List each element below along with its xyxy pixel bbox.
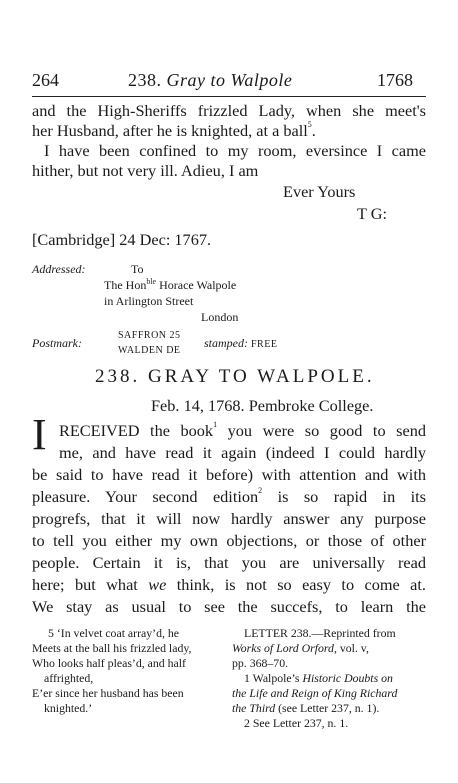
closing: Ever Yours — [283, 182, 356, 201]
footnote-1-cont: the Life and Reign of King Richard — [232, 686, 398, 700]
running-year: 1768 — [377, 70, 413, 90]
footnote-5-line-1: 5 ‘In velvet coat array’d, he — [48, 626, 180, 640]
letter-heading: 238. GRAY TO WALPOLE. — [95, 366, 375, 387]
postmark-top: SAFFRON 25 — [118, 330, 181, 341]
letter-line-3: be said to have read it before) with attention and with — [32, 465, 426, 484]
letter-line-8: here; but what we think, is not so easy to come at. — [32, 575, 426, 594]
dateline: [Cambridge] 24 Dec: 1767. — [32, 230, 212, 249]
letter-line-5: progrefs, that it will now hardly answer any purpose — [32, 509, 426, 528]
footnote-letter-238-pages: pp. 368–70. — [232, 656, 289, 670]
footnote-2: 2 See Letter 237, n. 1. — [244, 716, 349, 730]
footnote-5-line-6: knighted.’ — [44, 701, 93, 715]
footnote-5-line-2: Meets at the ball his frizzled lady, — [32, 641, 192, 655]
signature: T G: — [357, 204, 388, 223]
footnote-ref-2: 2 — [258, 486, 263, 495]
footnote-letter-238-cont: Works of Lord Orford, vol. v, — [232, 641, 369, 655]
footnote-5-line-3: Who looks half pleas’d, and half — [32, 656, 186, 670]
running-title — [128, 70, 292, 91]
address-name: The Hon$^{ble}$ Horace Walpole — [104, 277, 237, 292]
header-rule — [32, 96, 426, 97]
footnote-1: 1 Walpole’s Historic Doubts on — [244, 671, 393, 685]
letter-line-6: to tell you either my own objections, or those of other — [32, 531, 426, 550]
footnote-1-cont-2: the Third (see Letter 237, n. 1). — [232, 701, 380, 715]
page-number: 264 — [32, 70, 59, 90]
footnote-5-line-5: E’er since her husband has been — [32, 686, 184, 700]
letter-line-7: people. Certain it is, that you are universally read — [32, 553, 426, 572]
prev-line-3: I have been confined to my room, eversince I came — [44, 141, 426, 160]
address-to: To — [131, 262, 144, 276]
address-city: London — [201, 310, 239, 324]
letter-line-4: pleasure. Your second edition$^2$ is so rapid in its — [32, 486, 426, 506]
letter-date-line: Feb. 14, 1768. Pembroke College. — [151, 396, 374, 415]
stamped: stamped: FREE — [204, 336, 278, 350]
prev-line-1: and the High-Sheriffs frizzled Lady, when she meet's — [32, 101, 426, 120]
footnote-letter-238: LETTER 238.—Reprinted from — [244, 626, 396, 640]
postmark-label: Postmark: — [32, 336, 82, 350]
running-title-text: Gray to Walpole — [166, 70, 293, 90]
footnote-ref-1: 1 — [213, 420, 218, 429]
footnote-5-line-4: affrighted, — [44, 671, 94, 685]
letter-line-1: RECEIVED the book$^1$ you were so good to send — [59, 420, 426, 440]
postmark-bottom: WALDEN DE — [118, 345, 181, 356]
prev-line-4: hither, but not very ill. Adieu, I am — [32, 161, 259, 180]
drop-cap: I — [32, 410, 47, 459]
address-street: in Arlington Street — [104, 294, 194, 308]
letter-line-9: We stay as usual to see the succefs, to learn the — [32, 597, 426, 616]
prev-line-2: her Husband, after he is knighted, at a ball$^5$. — [32, 120, 316, 140]
letter-line-2: me, and have read it again (indeed I could hardly — [59, 443, 426, 462]
running-title-number: 238. — [128, 70, 162, 90]
footnote-ref-5: 5 — [307, 120, 312, 129]
addressed-label: Addressed: — [32, 262, 86, 276]
